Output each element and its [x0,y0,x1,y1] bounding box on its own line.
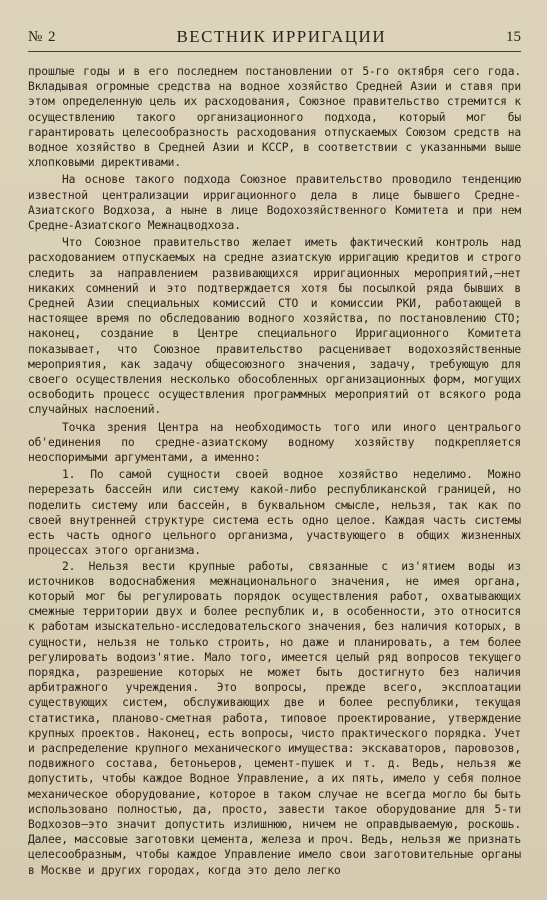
paragraph-1: прошлые годы и в его последнем постановлении от 5-го октября сего года. Вкладывая огромные средства на водное хозяйство Средней Азии и ставя при этом определенную цель их расходования, Союзное правительство стремится к осуществлению такого организационного подхода, который мог бы гарантировать целесообразность расходования отпускаемых Союзом средств на водное хозяйство в Средней Азии и КССР, в соответствии с указанными выше хлопковыми директивами. [28,65,521,170]
paragraph-5: 1. По самой сущности своей водное хозяйство неделимо. Можно перерезать бассейн или систему какой-либо республиканской границей, но поделить систему или бассейн, в буквальном смысле, нельзя, так как по своей внутренней структуре системa есть одно целое. Каждая часть системы есть часть одного цельного организма, участвующего в общих жизненных процессах этого организма. [28,468,521,558]
header-rule [28,51,521,52]
paragraph-6: 2. Нельзя вести крупные работы, связанные с из'ятием воды из источников водоснабжения межнационального значения, не имея органа, который мог бы регулировать порядок осуществления работ, охватывающих смежные территории двух и более республик и, в особенности, это относится к работам изыскательно-исследовательского значения, без наличия которых, в сущности, нельзя не только строить, но даже и планировать, а тем более регулировать водоиз'ятие. Мало того, имеется целый ряд вопросов текущего порядка, разрешение которых не может быть достигнуто без наличия арбитражного учреждения. Это вопросы, прежде всего, эксплоатации существующих систем, обслуживающих две и более республики, текущая статистика, планово-сметная работа, типовое проектирование, утверждение крупных проектов. Наконец, есть вопросы, чисто практического порядка. Учет и распределение крупного механического имущества: экскаваторов, паровозов, подвижного состава, бетоньеров, цемент-пушек и т. д. Ведь, нельзя же допустить, чтобы каждое Водное Управление, а их пять, имело у себя полное механическое оборудование, которое в таком случае не всегда могло бы быть использовано полностью, да, просто, завести такое оборудование для 5-ти Водхозов—это значит допустить излишнюю, ничем не оправдываемую, роскошь. Далее, массовые заготовки цемента, железа и проч. Ведь, нельзя же признать целесообразным, чтобы каждое Управление имело свои заготовительные органы в Москве и других городах, когда это дело легко [28,559,521,877]
journal-title: ВЕСТНИК ИРРИГАЦИИ [176,27,387,46]
page-number: 15 [505,28,521,45]
paragraph-4: Точка зрения Центра на необходимость того или иного централього об'единения по средне-азиатскому водному хозяйству подкрепляется неоспоримыми аргументами, а именно: [28,420,521,465]
page-header [28,26,521,48]
paragraph-3: Что Союзное правительство желает иметь фактический контроль над расходованием отпускаемых на средне азиатскую ирригацию кредитов и строго следить за направлением развивающихся ирригационных мероприятий,—нет никаких сомнений и это подтверждается хотя бы посылкой ряда бывших в Средней Азии специальных комиссий СТО и комиссии РКИ, работающей в настоящее время по обследованию водного хозяйства, по постановлению СТО; наконец, создание в Центре специального Ирригационного Комитета показывает, что Союзное правительство расценивает водохозяйственные мероприятия, как задачу общесоюзного значения, задачу, требующую для своего осуществления несколько обособленных организационных форм, могущих освободить процесс осуществления программных мероприятий от всякого рода случайных наслоений. [28,236,521,417]
paragraph-2: На основе такого подхода Союзное правительство проводило тенденцию известной централизации ирригационного дела в лице бывшего Средне-Азиатского Водхоза, а ныне в лице Водохозяйственного Комитета и при нем Средне-Азиатского Межнацводхоза. [28,173,521,233]
issue-number: № 2 [28,28,57,45]
article-body [28,64,521,878]
